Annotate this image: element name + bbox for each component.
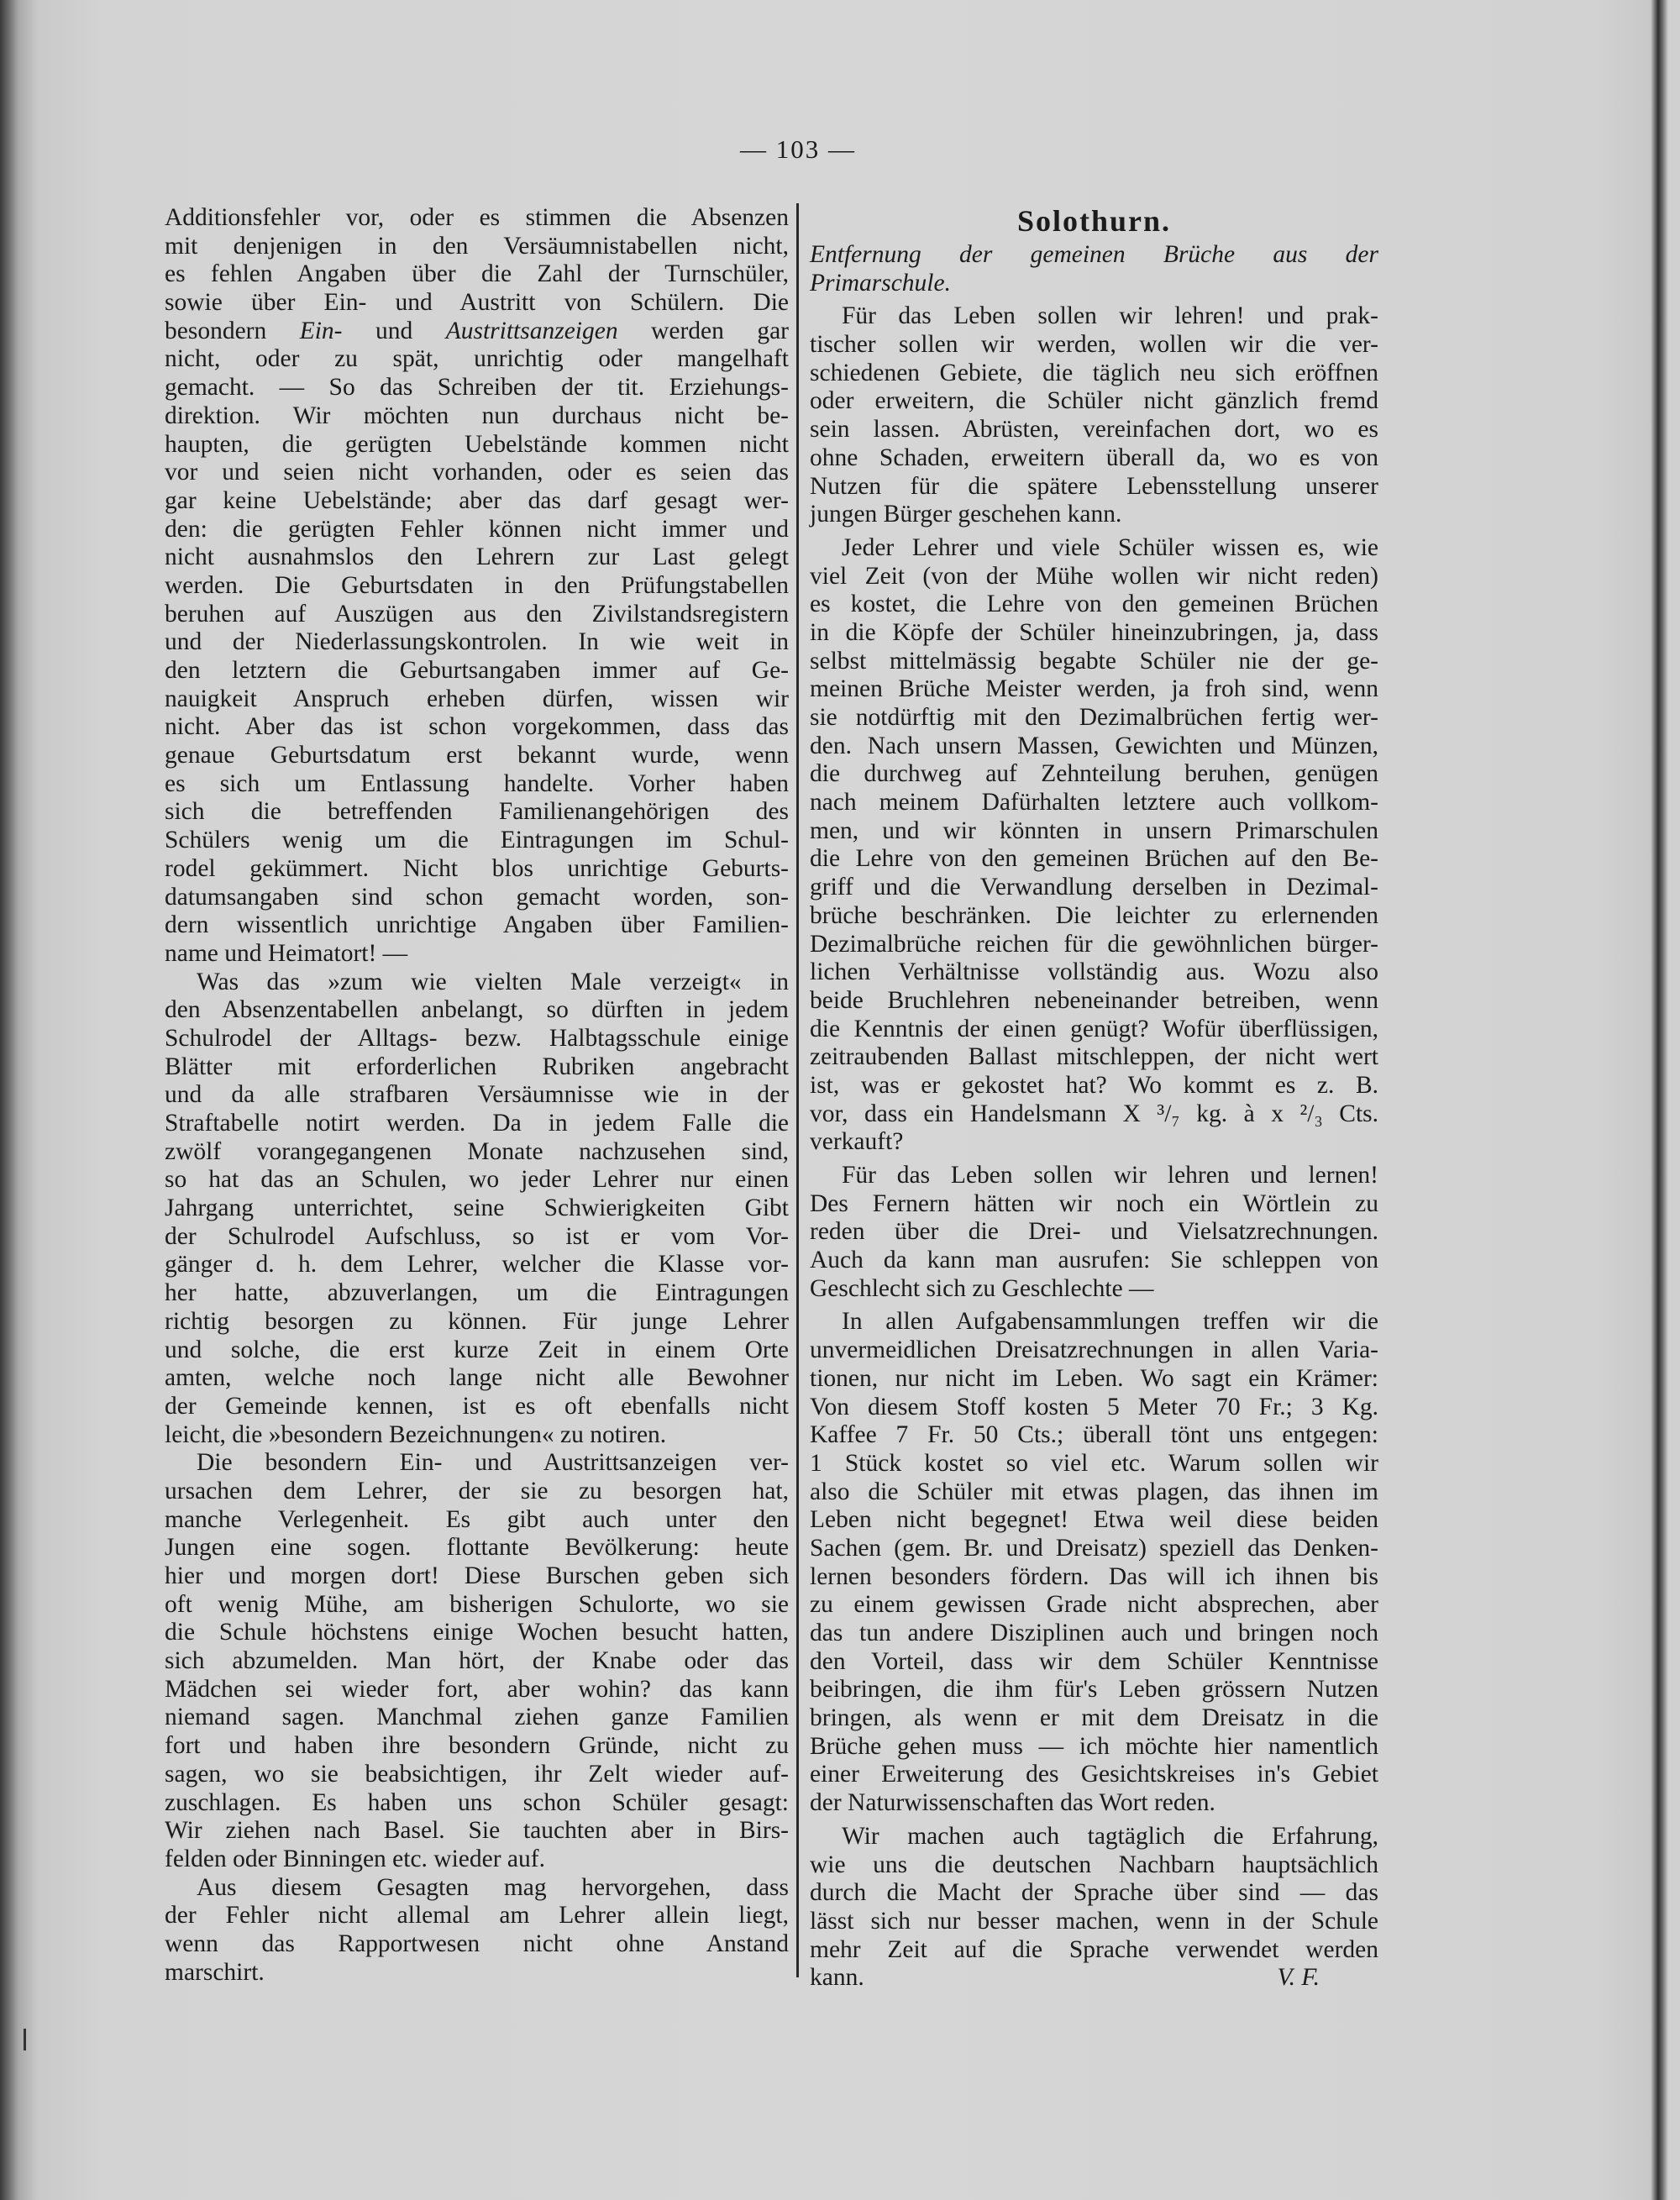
- text-span: werden gar: [617, 317, 790, 344]
- text-line: Dezimalbrüche reichen für die gewöhnlichen bürger-: [810, 930, 1378, 958]
- text-line: der Gemeinde kennen, ist es oft ebenfalls nicht: [165, 1392, 789, 1420]
- text-line: und solche, die erst kurze Zeit in einem Orte: [165, 1336, 789, 1363]
- text-line: mit denjenigen in den Versäumnistabellen nicht,: [165, 232, 789, 260]
- text-line: Schulrodel der Alltags- bezw. Halbtagsschule einige: [165, 1024, 789, 1052]
- text-line: [810, 1964, 1378, 1993]
- text-line: Geschlecht sich zu Geschlechte —: [810, 1274, 1154, 1302]
- text-line: marschirt.: [165, 1958, 265, 1986]
- text-line: zuschlagen. Es haben uns schon Schüler gesagt:: [165, 1788, 789, 1816]
- text-line: brüche beschränken. Die leichter zu erlernenden: [810, 901, 1378, 929]
- text-line: gemacht. — So das Schreiben der tit. Erziehungs-: [165, 374, 789, 402]
- text-line: und da alle strafbaren Versäumnisse wie in der: [165, 1081, 789, 1109]
- text-line: name und Heimatort! —: [165, 939, 408, 967]
- text-line: es sich um Entlassung handelte. Vorher haben: [165, 769, 789, 797]
- section-subtitle: [810, 241, 1378, 297]
- text-line: felden oder Binningen etc. wieder auf.: [165, 1845, 545, 1872]
- subtitle-line: Primarschule.: [810, 269, 951, 297]
- text-line: datumsangaben sind schon gemacht worden, son-: [165, 883, 789, 911]
- text-line: nicht, oder zu spät, unrichtig oder mangelhaft: [165, 345, 789, 373]
- text-line: zu einem gewissen Grade nicht absprechen, aber: [810, 1591, 1378, 1619]
- text-line: niemand sagen. Manchmal ziehen ganze Familien: [165, 1704, 789, 1731]
- paragraph: [165, 204, 789, 969]
- text-line: die Kenntnis der einen genügt? Wofür überflüssigen,: [810, 1015, 1378, 1042]
- text-line: sie notdürftig mit den Dezimalbrüchen fertig wer-: [810, 704, 1378, 731]
- text-line: Brüche gehen muss — ich möchte hier namentlich: [810, 1732, 1378, 1760]
- text-line: ohne Schaden, erweitern überall da, wo es von: [810, 444, 1378, 471]
- text-line: In allen Aufgabensammlungen treffen wir die: [842, 1308, 1378, 1336]
- text-line: Blätter mit erforderlichen Rubriken angebracht: [165, 1053, 789, 1080]
- text-line: griff und die Verwandlung derselben in Dezimal-: [810, 874, 1378, 901]
- page-number: — 103 —: [740, 134, 856, 164]
- text-line: der Schulrodel Aufschluss, so ist er vom Vor-: [165, 1222, 789, 1250]
- subtitle-line: Entfernung der gemeinen Brüche aus der: [810, 241, 1378, 268]
- text-line: werden. Die Geburtsdaten in den Prüfungstabellen: [165, 571, 789, 599]
- margin-mark: [24, 2029, 26, 2050]
- text-line: schiedenen Gebiete, die täglich neu sich eröffnen: [810, 359, 1378, 386]
- text-line: die Lehre von den gemeinen Brüchen auf den Be-: [810, 845, 1378, 873]
- text-line: genaue Geburtsdatum erst bekannt wurde, wenn: [165, 742, 789, 769]
- text-line: sowie über Ein- und Austritt von Schülern. Die: [165, 289, 789, 317]
- text-line: mehr Zeit auf die Sprache verwendet werden: [810, 1935, 1378, 1963]
- text-line: Aus diesem Gesagten mag hervorgehen, dass: [197, 1873, 789, 1901]
- text-line: beibringen, die ihm für's Leben grössern Nutzen: [810, 1676, 1378, 1704]
- text-line: vor und seien nicht vorhanden, oder es seien das: [165, 459, 789, 486]
- text-line: die durchweg auf Zehnteilung beruhen, genügen: [810, 760, 1378, 788]
- text-line: jungen Bürger geschehen kann.: [810, 501, 1122, 528]
- text-line: oder erweitern, die Schüler nicht gänzlich fremd: [810, 387, 1378, 415]
- paragraph: [810, 1162, 1378, 1303]
- text-line: nauigkeit Anspruch erheben dürfen, wissen wir: [165, 685, 789, 712]
- text-line: einer Erweiterung des Gesichtskreises in's Gebiet: [810, 1761, 1378, 1788]
- section-title: Solothurn.: [1016, 204, 1172, 238]
- text-line: der Fehler nicht allemal am Lehrer allein liegt,: [165, 1902, 789, 1930]
- text-line: Nutzen für die spätere Lebensstellung unserer: [810, 472, 1378, 500]
- text-line: lichen Verhältnisse vollständig aus. Wozu also: [810, 958, 1378, 986]
- text-span: und: [342, 317, 446, 344]
- column-divider: [796, 203, 799, 1977]
- text-line: oft wenig Mühe, am bisherigen Schulorte, wo sie: [165, 1590, 789, 1618]
- text-line: vor, dass ein Handelsmann X ³/₇ kg. à x ²/₃ Cts.: [810, 1100, 1378, 1127]
- text-line: gar keine Uebelstände; aber das darf gesagt wer-: [165, 486, 789, 514]
- text-line: Die besondern Ein- und Austrittsanzeigen ver-: [197, 1449, 789, 1477]
- text-line: Von diesem Stoff kosten 5 Meter 70 Fr.; 3 Kg.: [810, 1393, 1378, 1420]
- text-line: den: die gerügten Fehler können nicht immer und: [165, 515, 789, 543]
- text-line: Mädchen sei wieder fort, aber wohin? das kann: [165, 1675, 789, 1703]
- text-line: beide Bruchlehren nebeneinander betreiben, wenn: [810, 986, 1378, 1014]
- text-line: die Schule höchstens einige Wochen besucht hatten,: [165, 1619, 789, 1646]
- paragraph: [810, 302, 1378, 529]
- text-line: Jungen eine sogen. flottante Bevölkerung: heute: [165, 1534, 789, 1562]
- text-line: sagen, wo sie beabsichtigen, ihr Zelt wieder auf-: [165, 1760, 789, 1788]
- text-line: Additionsfehler vor, oder es stimmen die Absenzen: [165, 204, 789, 231]
- italic-term: Austrittsanzeigen: [445, 317, 618, 344]
- text-line: also die Schüler mit etwas plagen, das ihnen im: [810, 1478, 1378, 1505]
- paragraph: [165, 1874, 789, 1987]
- text-span: kann.: [810, 1964, 864, 1992]
- text-line: den Vorteil, dass wir dem Schüler Kenntnisse: [810, 1647, 1378, 1675]
- text-line: nicht ausnahmslos den Lehrern zur Last gelegt: [165, 543, 789, 571]
- text-line: meinen Brüche Meister werden, ja froh sind, wenn: [810, 675, 1378, 703]
- text-line: Für das Leben sollen wir lehren und lernen!: [842, 1162, 1378, 1189]
- text-line: Jahrgang unterrichtet, seine Schwierigkeiten Gibt: [165, 1195, 789, 1222]
- text-line: hier und morgen dort! Diese Burschen geben sich: [165, 1562, 789, 1589]
- italic-term: Ein-: [299, 317, 343, 344]
- text-line: und der Niederlassungskontrolen. In wie weit in: [165, 628, 789, 656]
- text-line: Auch da kann man ausrufen: Sie schleppen von: [810, 1247, 1378, 1274]
- text-line: amten, welche noch lange nicht alle Bewohner: [165, 1364, 789, 1392]
- text-line: ist, was er gekostet hat? Wo kommt es z. B.: [810, 1071, 1378, 1099]
- text-line: es fehlen Angaben über die Zahl der Turnschüler,: [165, 260, 789, 288]
- text-line: tischer sollen wir werden, wollen wir die ver-: [810, 331, 1378, 359]
- text-line: men, und wir könnten in unsern Primarschulen: [810, 816, 1378, 844]
- text-line: bringen, als wenn er mit dem Dreisatz in die: [810, 1704, 1378, 1732]
- text-line: dern wissentlich unrichtige Angaben über Familien-: [165, 911, 789, 939]
- left-column: [165, 204, 789, 1987]
- text-line: es kostet, die Lehre von den gemeinen Brüchen: [810, 591, 1378, 618]
- text-line: viel Zeit (von der Mühe wollen wir nicht reden): [810, 562, 1378, 590]
- right-column: [810, 204, 1378, 1993]
- text-line: der Naturwissenschaften das Wort reden.: [810, 1789, 1215, 1817]
- text-line: nicht. Aber das ist schon vorgekommen, dass das: [165, 713, 789, 741]
- text-line: tionen, nur nicht im Leben. Wo sagt ein Krämer:: [810, 1364, 1378, 1392]
- text-line: wenn das Rapportwesen nicht ohne Anstand: [165, 1930, 789, 1957]
- text-line: den letztern die Geburtsangaben immer auf Ge-: [165, 657, 789, 684]
- text-line: den. Nach unsern Massen, Gewichten und Münzen,: [810, 732, 1378, 759]
- text-line: haupten, die gerügten Uebelstände kommen nicht: [165, 430, 789, 458]
- text-line: in die Köpfe der Schüler hineinzubringen, ja, dass: [810, 618, 1378, 646]
- text-line: Des Fernern hätten wir noch ein Wörtlein zu: [810, 1189, 1378, 1217]
- text-line: Sachen (gem. Br. und Dreisatz) speziell das Denken-: [810, 1534, 1378, 1562]
- text-line: unvermeidlichen Dreisatzrechnungen in allen Varia-: [810, 1336, 1378, 1364]
- text-line: so hat das an Schulen, wo jeder Lehrer nur einen: [165, 1166, 789, 1194]
- text-line: 1 Stück kostet so viel etc. Warum sollen wir: [810, 1449, 1378, 1477]
- text-line: [165, 318, 789, 346]
- text-line: beruhen auf Auszügen aus den Zivilstandsregistern: [165, 600, 789, 627]
- paragraph: [810, 1823, 1378, 1993]
- text-line: richtig besorgen zu können. Für junge Lehrer: [165, 1307, 789, 1335]
- text-line: sich die betreffenden Familienangehörigen des: [165, 798, 789, 826]
- text-line: nach meinem Dafürhalten letztere auch vollkom-: [810, 789, 1378, 816]
- text-line: zwölf vorangegangenen Monate nachzusehen sind,: [165, 1137, 789, 1165]
- text-line: durch die Macht der Sprache über sind — das: [810, 1879, 1378, 1907]
- text-line: wie uns die deutschen Nachbarn hauptsächlich: [810, 1851, 1378, 1878]
- text-line: den Absenzentabellen anbelangt, so dürften in jedem: [165, 996, 789, 1024]
- text-line: selbst mittelmässig begabte Schüler nie der ge-: [810, 647, 1378, 675]
- paragraph: [165, 969, 789, 1450]
- text-line: sich abzumelden. Man hört, der Knabe oder das: [165, 1647, 789, 1675]
- text-line: das tun andere Disziplinen auch und bringen noch: [810, 1620, 1378, 1646]
- text-line: ursachen dem Lehrer, der sie zu besorgen hat,: [165, 1477, 789, 1504]
- text-line: Jeder Lehrer und viele Schüler wissen es, wie: [842, 533, 1378, 561]
- text-line: Straftabelle notirt werden. Da in jedem Falle die: [165, 1110, 789, 1137]
- text-line: lässt sich nur besser machen, wenn in der Schule: [810, 1907, 1378, 1935]
- text-line: lernen besonders fördern. Das will ich ihnen bis: [810, 1562, 1378, 1590]
- text-line: direktion. Wir möchten nun durchaus nicht be-: [165, 402, 789, 429]
- paragraph: [165, 1449, 789, 1873]
- text-line: Für das Leben sollen wir lehren! und prak-: [842, 302, 1378, 330]
- text-line: sein lassen. Abrüsten, vereinfachen dort, wo es: [810, 416, 1378, 444]
- text-line: gänger d. h. dem Lehrer, welcher die Klasse vor-: [165, 1251, 789, 1279]
- text-line: Kaffee 7 Fr. 50 Cts.; überall tönt uns entgegen:: [810, 1421, 1378, 1449]
- text-line: Leben nicht begegnet! Etwa weil diese beiden: [810, 1506, 1378, 1534]
- text-line: Was das »zum wie vielten Male verzeigt« in: [197, 968, 789, 995]
- text-line: fort und haben ihre besondern Gründe, nicht zu: [165, 1732, 789, 1760]
- text-line: verkauft?: [810, 1128, 904, 1156]
- text-line: leicht, die »besondern Bezeichnungen« zu notiren.: [165, 1420, 667, 1448]
- text-line: Schülers wenig um die Eintragungen im Schul-: [165, 827, 789, 854]
- text-line: rodel gekümmert. Nicht blos unrichtige Geburts-: [165, 854, 789, 882]
- text-line: her hatte, abzuverlangen, um die Eintragungen: [165, 1279, 789, 1307]
- text-line: zeitraubenden Ballast mitschleppen, der nicht wert: [810, 1043, 1378, 1071]
- text-span: besondern: [165, 317, 300, 344]
- text-line: manche Verlegenheit. Es gibt auch unter den: [165, 1505, 789, 1533]
- author-signature: V. F.: [1277, 1964, 1320, 1992]
- text-line: Wir ziehen nach Basel. Sie tauchten aber in Birs-: [165, 1817, 789, 1845]
- paragraph: [810, 1308, 1378, 1817]
- paragraph: [810, 534, 1378, 1157]
- text-line: reden über die Drei- und Vielsatzrechnungen.: [810, 1218, 1378, 1246]
- text-line: Wir machen auch tagtäglich die Erfahrung,: [842, 1822, 1378, 1850]
